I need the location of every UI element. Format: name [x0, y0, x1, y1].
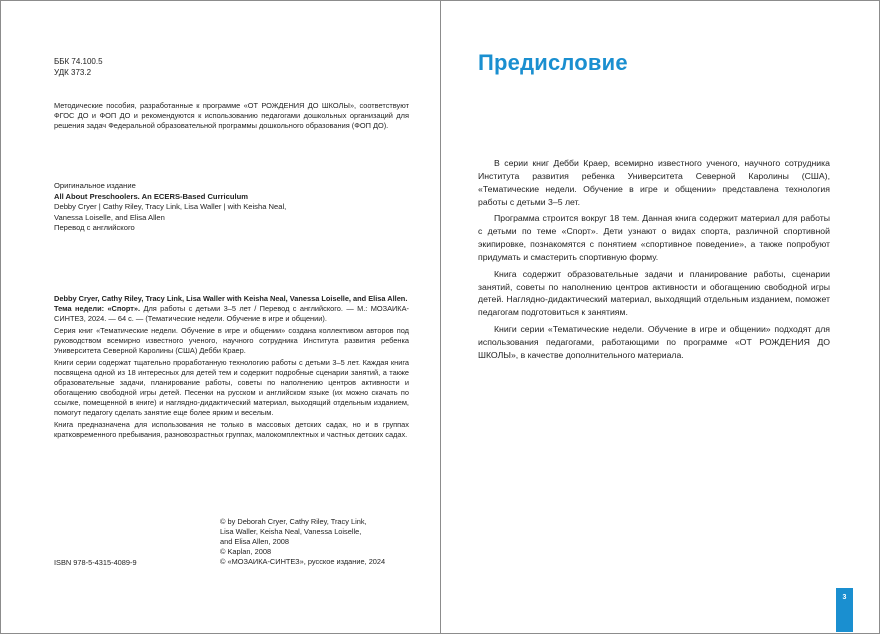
biblio-rest: Для работы с детьми 3–5 лет / Перевод с английского. — М.: МОЗАИКА-СИНТЕЗ, 2024. — 64 с. — (Тематические недели. Обучение в игре и общении). [54, 304, 410, 323]
books-paragraph: Книги серии содержат тщательно проработанную технологию работы с детьми 3–5 лет. Каждая книга посвящена одной из 18 интересных для детей тем и содержит подробные сценарии занятий, а также образовательные задачи, планирование работы, советы по наполнению центров активности и обогащению свободной игры детей. Песенки на русском и английском языке (их можно скачать по ссылке, помещенной в книге) и наглядно-дидактический материал, выходящий отдельным изданием, помогут педагогу сделать занятие еще более ярким и веселым. [54, 358, 409, 417]
page-number-tab [836, 588, 853, 632]
classification-codes [54, 56, 409, 78]
authors-bold: Debby Cryer, Cathy Riley, Tracy Link, Lisa Waller with Keisha Neal, Vanessa Loiselle, and Elisa Allen. [54, 294, 408, 303]
chapter-title: Предисловие [478, 50, 628, 75]
biblio-title: Тема недели: «Спорт». [54, 304, 141, 313]
foreword-paragraph: Программа строится вокруг 18 тем. Данная книга содержит материал для работы с детьми по теме «Спорт». Дети узнают о видах спорта, различной спортивной экипировке, познакомятся с понятием «спортивное поведение», а также попробуют придумать и смастерить спортивную форму. [478, 213, 830, 262]
foreword-text [478, 157, 830, 366]
translation-note: Перевод с английского [54, 223, 135, 233]
series-paragraph: Серия книг «Тематические недели. Обучение в игре и общении» создана коллективом авторов под руководством всемирно известного ученого, научного сотрудника Института развития ребенка Университета Северной Каролины (США) Дебби Краер. [54, 326, 409, 355]
original-title: All About Preschoolers. An ECERS-Based Curriculum [54, 191, 248, 201]
copyright-line: and Elisa Allen, 2008 [220, 537, 290, 546]
foreword-paragraph: Книги серии «Тематические недели. Обучение в игре и общении» подходят для использования педагогами, работающими по программе «ОТ РОЖДЕНИЯ ДО ШКОЛЫ», в качестве дополнительного материала. [478, 324, 830, 360]
biblio-description [54, 304, 409, 324]
copyright-line: © Kaplan, 2008 [220, 547, 272, 556]
foreword-paragraph: В серии книг Дебби Краер, всемирно известного ученого, научного сотрудника Института развития ребенка Университета Северной Каролины (США), «Тематические недели. Обучение в игре и общении» представлена технология работы с детьми 3–5 лет. [478, 158, 830, 207]
original-authors-line-1: Debby Cryer | Cathy Riley, Tracy Link, Lisa Waller | with Keisha Neal, [54, 202, 287, 212]
copyright-block [220, 517, 385, 567]
bbk-code: ББК 74.100.5 [54, 57, 103, 66]
bibliographic-block [54, 294, 409, 440]
foreword-paragraph: Книга содержит образовательные задачи и планирование работы, сценарии занятий, советы по наполнению центров активности и обогащению свободной игры детей. Наглядно-дидактический материал, выходящий отдельным изданием, поможет педагогам подготовиться к занятиям. [478, 268, 830, 318]
original-edition-block [54, 181, 409, 234]
copyright-line: © «МОЗАИКА-СИНТЕЗ», русское издание, 2024 [220, 557, 386, 566]
original-authors-line-2: Vanessa Loiselle, and Elisa Allen [54, 212, 165, 222]
page-number: 3 [842, 594, 847, 601]
udk-code: УДК 373.2 [54, 68, 92, 77]
copyright-line: © by Deborah Cryer, Cathy Riley, Tracy Link, [220, 517, 367, 526]
isbn: ISBN 978-5-4315-4089-9 [54, 558, 137, 567]
original-edition-label: Оригинальное издание [54, 181, 136, 190]
annotation: Методические пособия, разработанные к программе «ОТ РОЖДЕНИЯ ДО ШКОЛЫ», соответствуют ФГОС ДО и ФОП ДО и рекомендуются к использованию педагогами дошкольных организаций для решения задач Федеральной образовательной программы дошкольного образования (ФОП ДО). [54, 101, 409, 130]
audience-paragraph: Книга предназначена для использования не только в массовых детских садах, но и в группах кратковременного пребывания, разновозрастных группах, малокомплектных и частных детских садах. [54, 420, 409, 439]
copyright-line: Lisa Waller, Keisha Neal, Vanessa Loiselle, [220, 527, 362, 536]
